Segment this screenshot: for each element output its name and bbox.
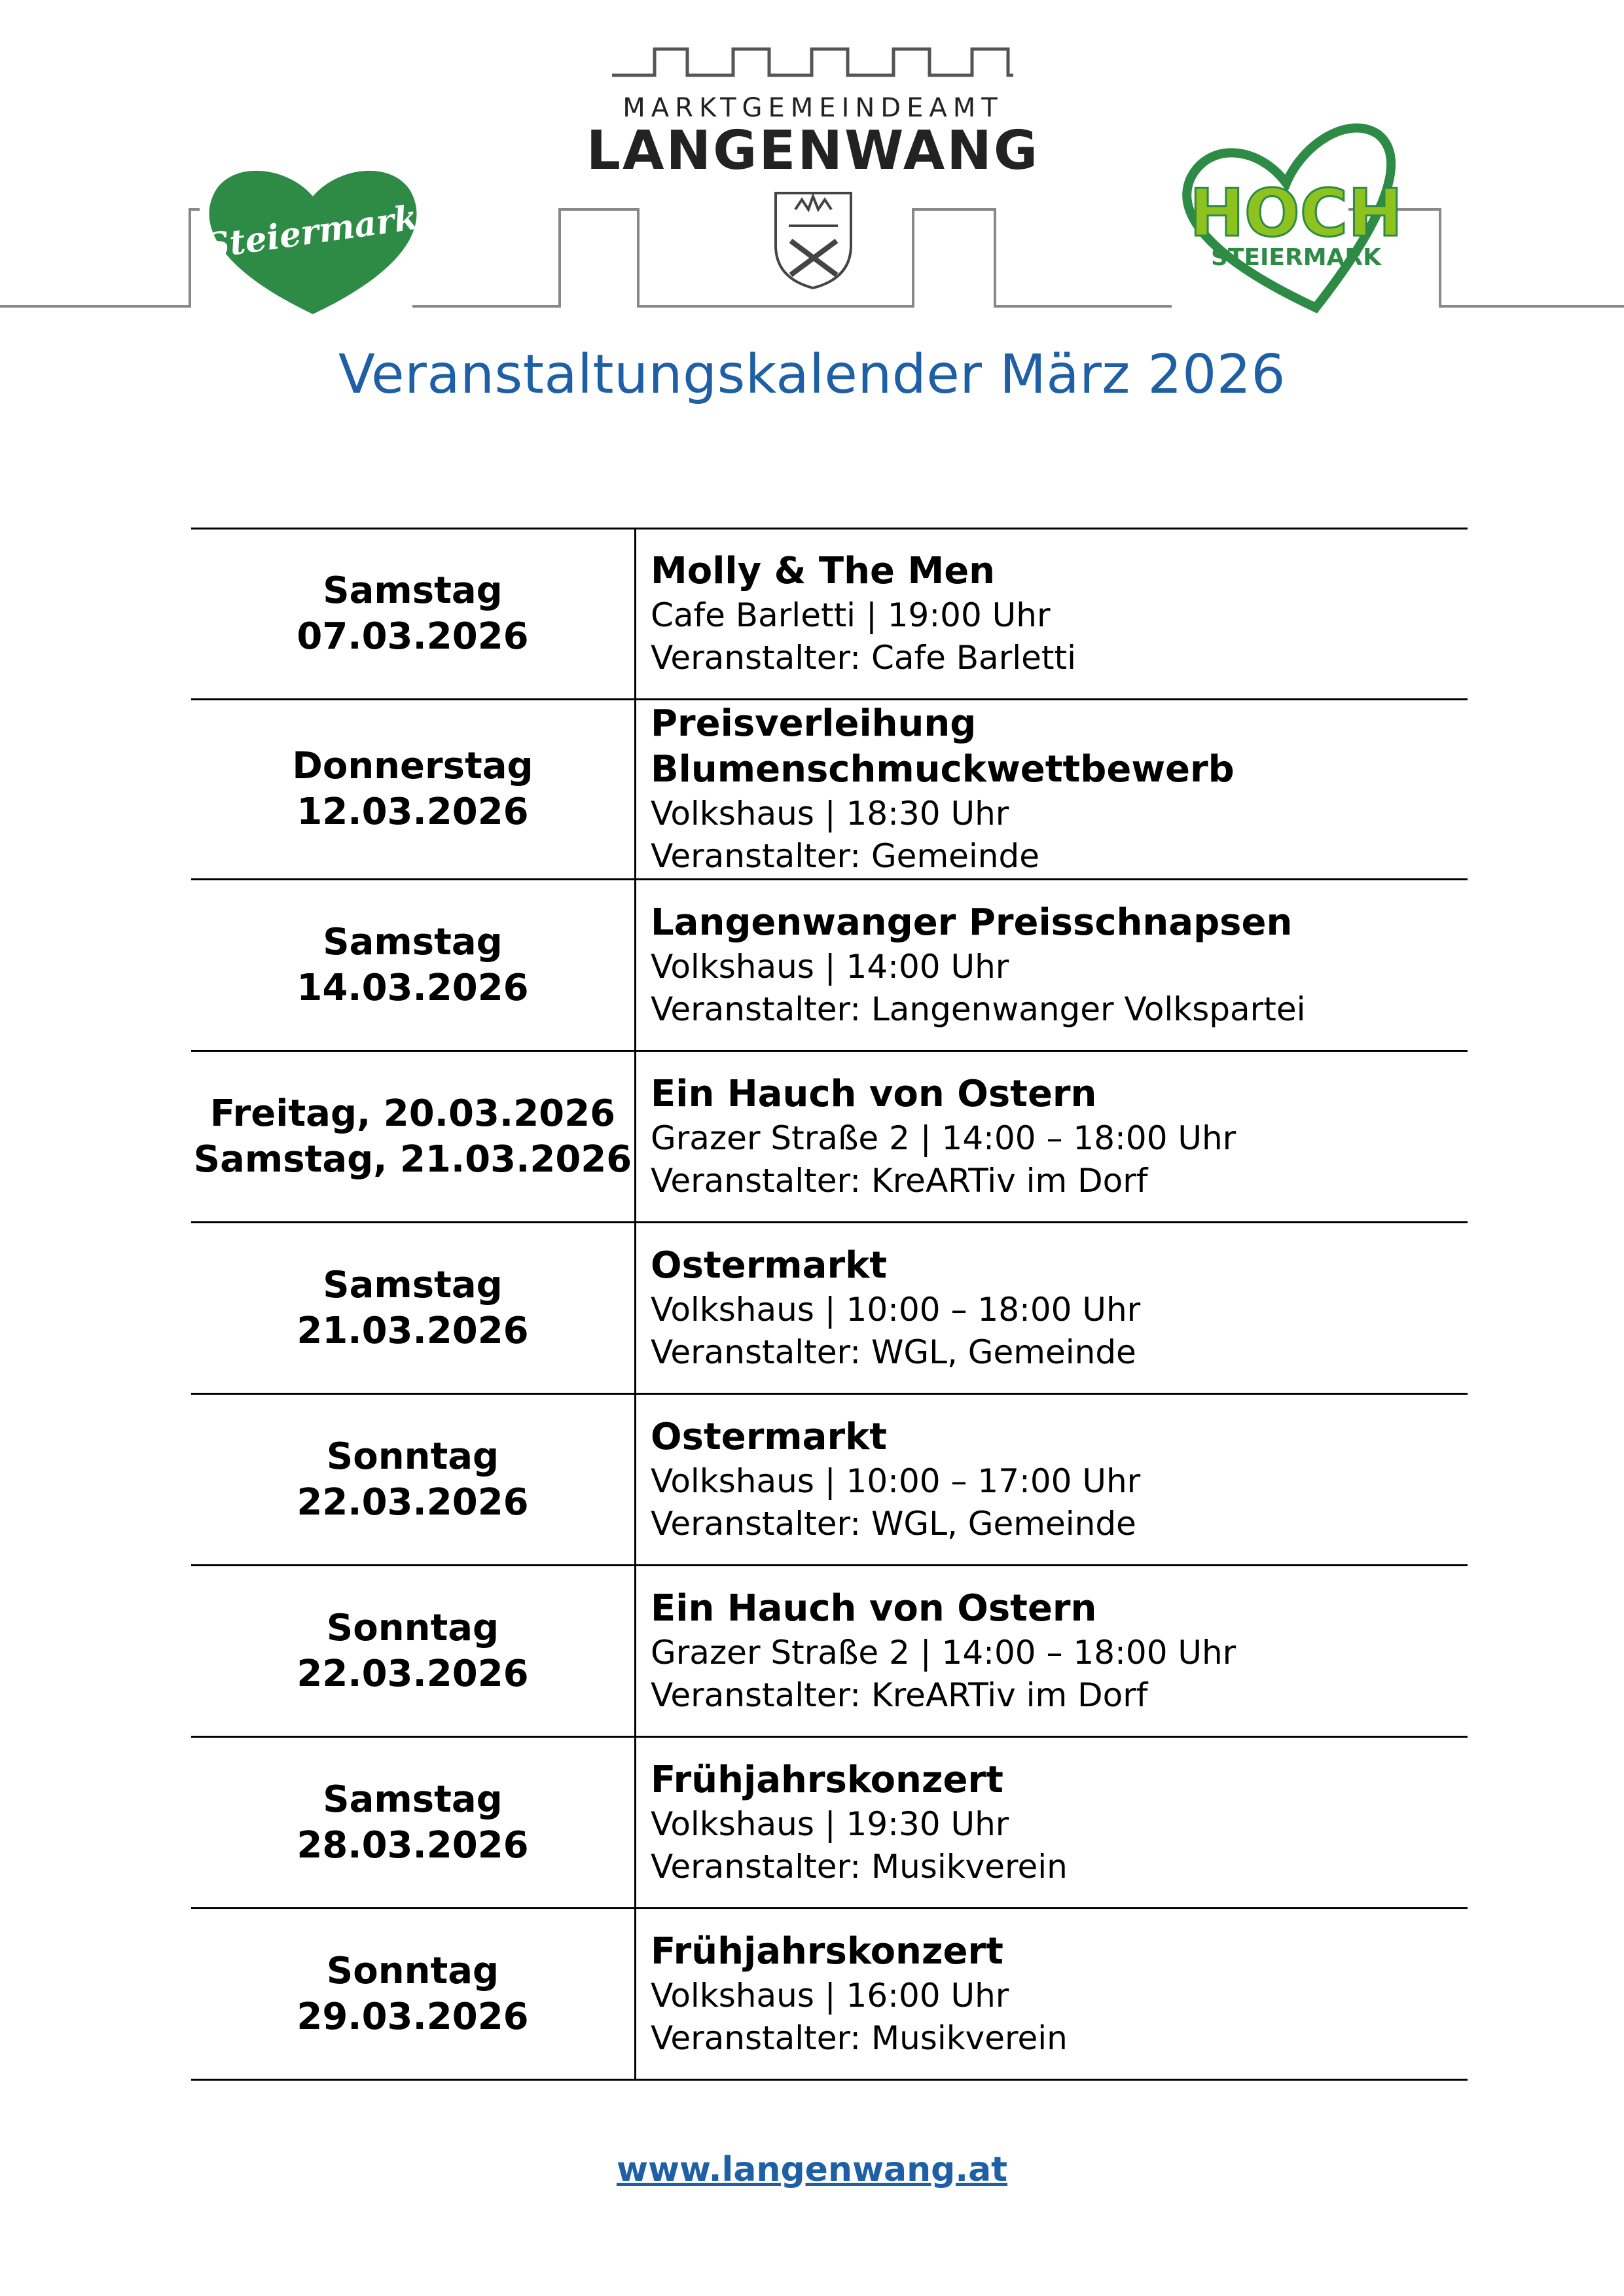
page-header (0, 0, 1624, 327)
event-organizer: Veranstalter: KreARTiv im Dorf (651, 1676, 1148, 1714)
event-location-time: Grazer Straße 2 | 14:00 – 18:00 Uhr (651, 1119, 1236, 1157)
event-details (636, 880, 1468, 1051)
event-row (191, 1223, 1468, 1394)
event-location-time: Grazer Straße 2 | 14:00 – 18:00 Uhr (651, 1633, 1236, 1672)
event-date (191, 1394, 636, 1566)
event-date-line: Samstag (323, 1263, 503, 1306)
event-organizer: Veranstalter: KreARTiv im Dorf (651, 1161, 1148, 1200)
event-details (636, 529, 1468, 700)
events-table (191, 528, 1468, 2081)
event-title: Frühjahrskonzert (651, 1758, 1003, 1801)
event-row (191, 1909, 1468, 2080)
event-details (636, 1737, 1468, 1909)
event-date-line: Freitag, 20.03.2026 (209, 1092, 616, 1135)
event-row (191, 1051, 1468, 1223)
event-organizer: Veranstalter: Cafe Barletti (651, 639, 1076, 677)
event-organizer: Veranstalter: Musikverein (651, 1847, 1068, 1886)
event-title: Frühjahrskonzert (651, 1929, 1003, 1973)
event-details (636, 700, 1468, 880)
event-date-line: 29.03.2026 (297, 1995, 529, 2038)
event-date (191, 700, 636, 880)
event-date (191, 1566, 636, 1737)
event-location-time: Volkshaus | 10:00 – 17:00 Uhr (651, 1462, 1141, 1500)
event-title: Preisverleihung (651, 702, 977, 745)
event-row (191, 1566, 1468, 1737)
event-date (191, 1909, 636, 2080)
event-details (636, 1394, 1468, 1566)
event-organizer: Veranstalter: Gemeinde (651, 837, 1039, 875)
event-date-line: 21.03.2026 (297, 1309, 529, 1352)
event-date-line: Samstag, 21.03.2026 (193, 1138, 632, 1181)
hoch-logo-text: HOCH (1189, 175, 1403, 251)
event-title: Ein Hauch von Ostern (651, 1587, 1097, 1630)
event-details (636, 1909, 1468, 2080)
event-row (191, 529, 1468, 700)
event-date (191, 1737, 636, 1909)
hoch-logo-subtext: STEIERMARK (1210, 244, 1382, 271)
wall-outline (0, 209, 200, 306)
event-organizer: Veranstalter: Langenwanger Volkspartei (651, 990, 1306, 1028)
event-title: Ostermarkt (651, 1244, 888, 1287)
event-organizer: Veranstalter: WGL, Gemeinde (651, 1333, 1136, 1371)
event-details (636, 1223, 1468, 1394)
event-date-line: 22.03.2026 (297, 1480, 529, 1524)
event-date-line: Samstag (323, 1778, 503, 1821)
event-date-line: Sonntag (326, 1435, 499, 1478)
event-row (191, 1737, 1468, 1909)
event-date-line: Donnerstag (292, 745, 533, 787)
event-location-time: Volkshaus | 14:00 Uhr (651, 947, 1009, 986)
event-date-line: 28.03.2026 (297, 1823, 529, 1867)
office-line: MARKTGEMEINDEAMT (623, 93, 1003, 123)
event-date (191, 529, 636, 700)
event-title: Blumenschmuckwettbewerb (651, 748, 1235, 791)
event-location-time: Cafe Barletti | 19:00 Uhr (651, 596, 1051, 634)
coat-of-arms-icon (776, 193, 851, 288)
event-row (191, 880, 1468, 1051)
event-row (191, 1394, 1468, 1566)
event-date-line: 14.03.2026 (297, 966, 529, 1009)
event-organizer: Veranstalter: Musikverein (651, 2018, 1068, 2057)
event-title: Molly & The Men (651, 550, 996, 592)
page-title: Veranstaltungskalender März 2026 (338, 344, 1286, 406)
event-date (191, 1223, 636, 1394)
town-name: LANGENWANG (586, 120, 1040, 182)
hoch-steiermark-logo-icon (1187, 128, 1403, 308)
event-title: Ein Hauch von Ostern (651, 1072, 1097, 1115)
event-organizer: Veranstalter: WGL, Gemeinde (651, 1504, 1136, 1543)
event-location-time: Volkshaus | 16:00 Uhr (651, 1976, 1009, 2015)
event-details (636, 1051, 1468, 1223)
event-location-time: Volkshaus | 19:30 Uhr (651, 1804, 1009, 1843)
battlement-outline (612, 49, 1013, 75)
website-link[interactable]: www.langenwang.at (616, 2150, 1008, 2189)
event-date-line: 07.03.2026 (297, 615, 529, 658)
event-date-line: Samstag (323, 920, 503, 963)
event-row (191, 700, 1468, 880)
event-location-time: Volkshaus | 10:00 – 18:00 Uhr (651, 1290, 1141, 1329)
event-date-line: Samstag (323, 569, 503, 612)
event-date-line: Sonntag (326, 1949, 499, 1992)
event-date (191, 1051, 636, 1223)
event-date-line: 22.03.2026 (297, 1652, 529, 1695)
steiermark-logo-text: Steiermark (202, 197, 420, 267)
steiermark-logo-icon (202, 171, 420, 314)
event-date-line: Sonntag (326, 1606, 499, 1649)
event-date-line: 12.03.2026 (297, 791, 529, 833)
event-date (191, 880, 636, 1051)
event-location-time: Volkshaus | 18:30 Uhr (651, 795, 1009, 833)
event-details (636, 1566, 1468, 1737)
event-title: Ostermarkt (651, 1415, 888, 1458)
event-title: Langenwanger Preisschnapsen (651, 901, 1293, 944)
